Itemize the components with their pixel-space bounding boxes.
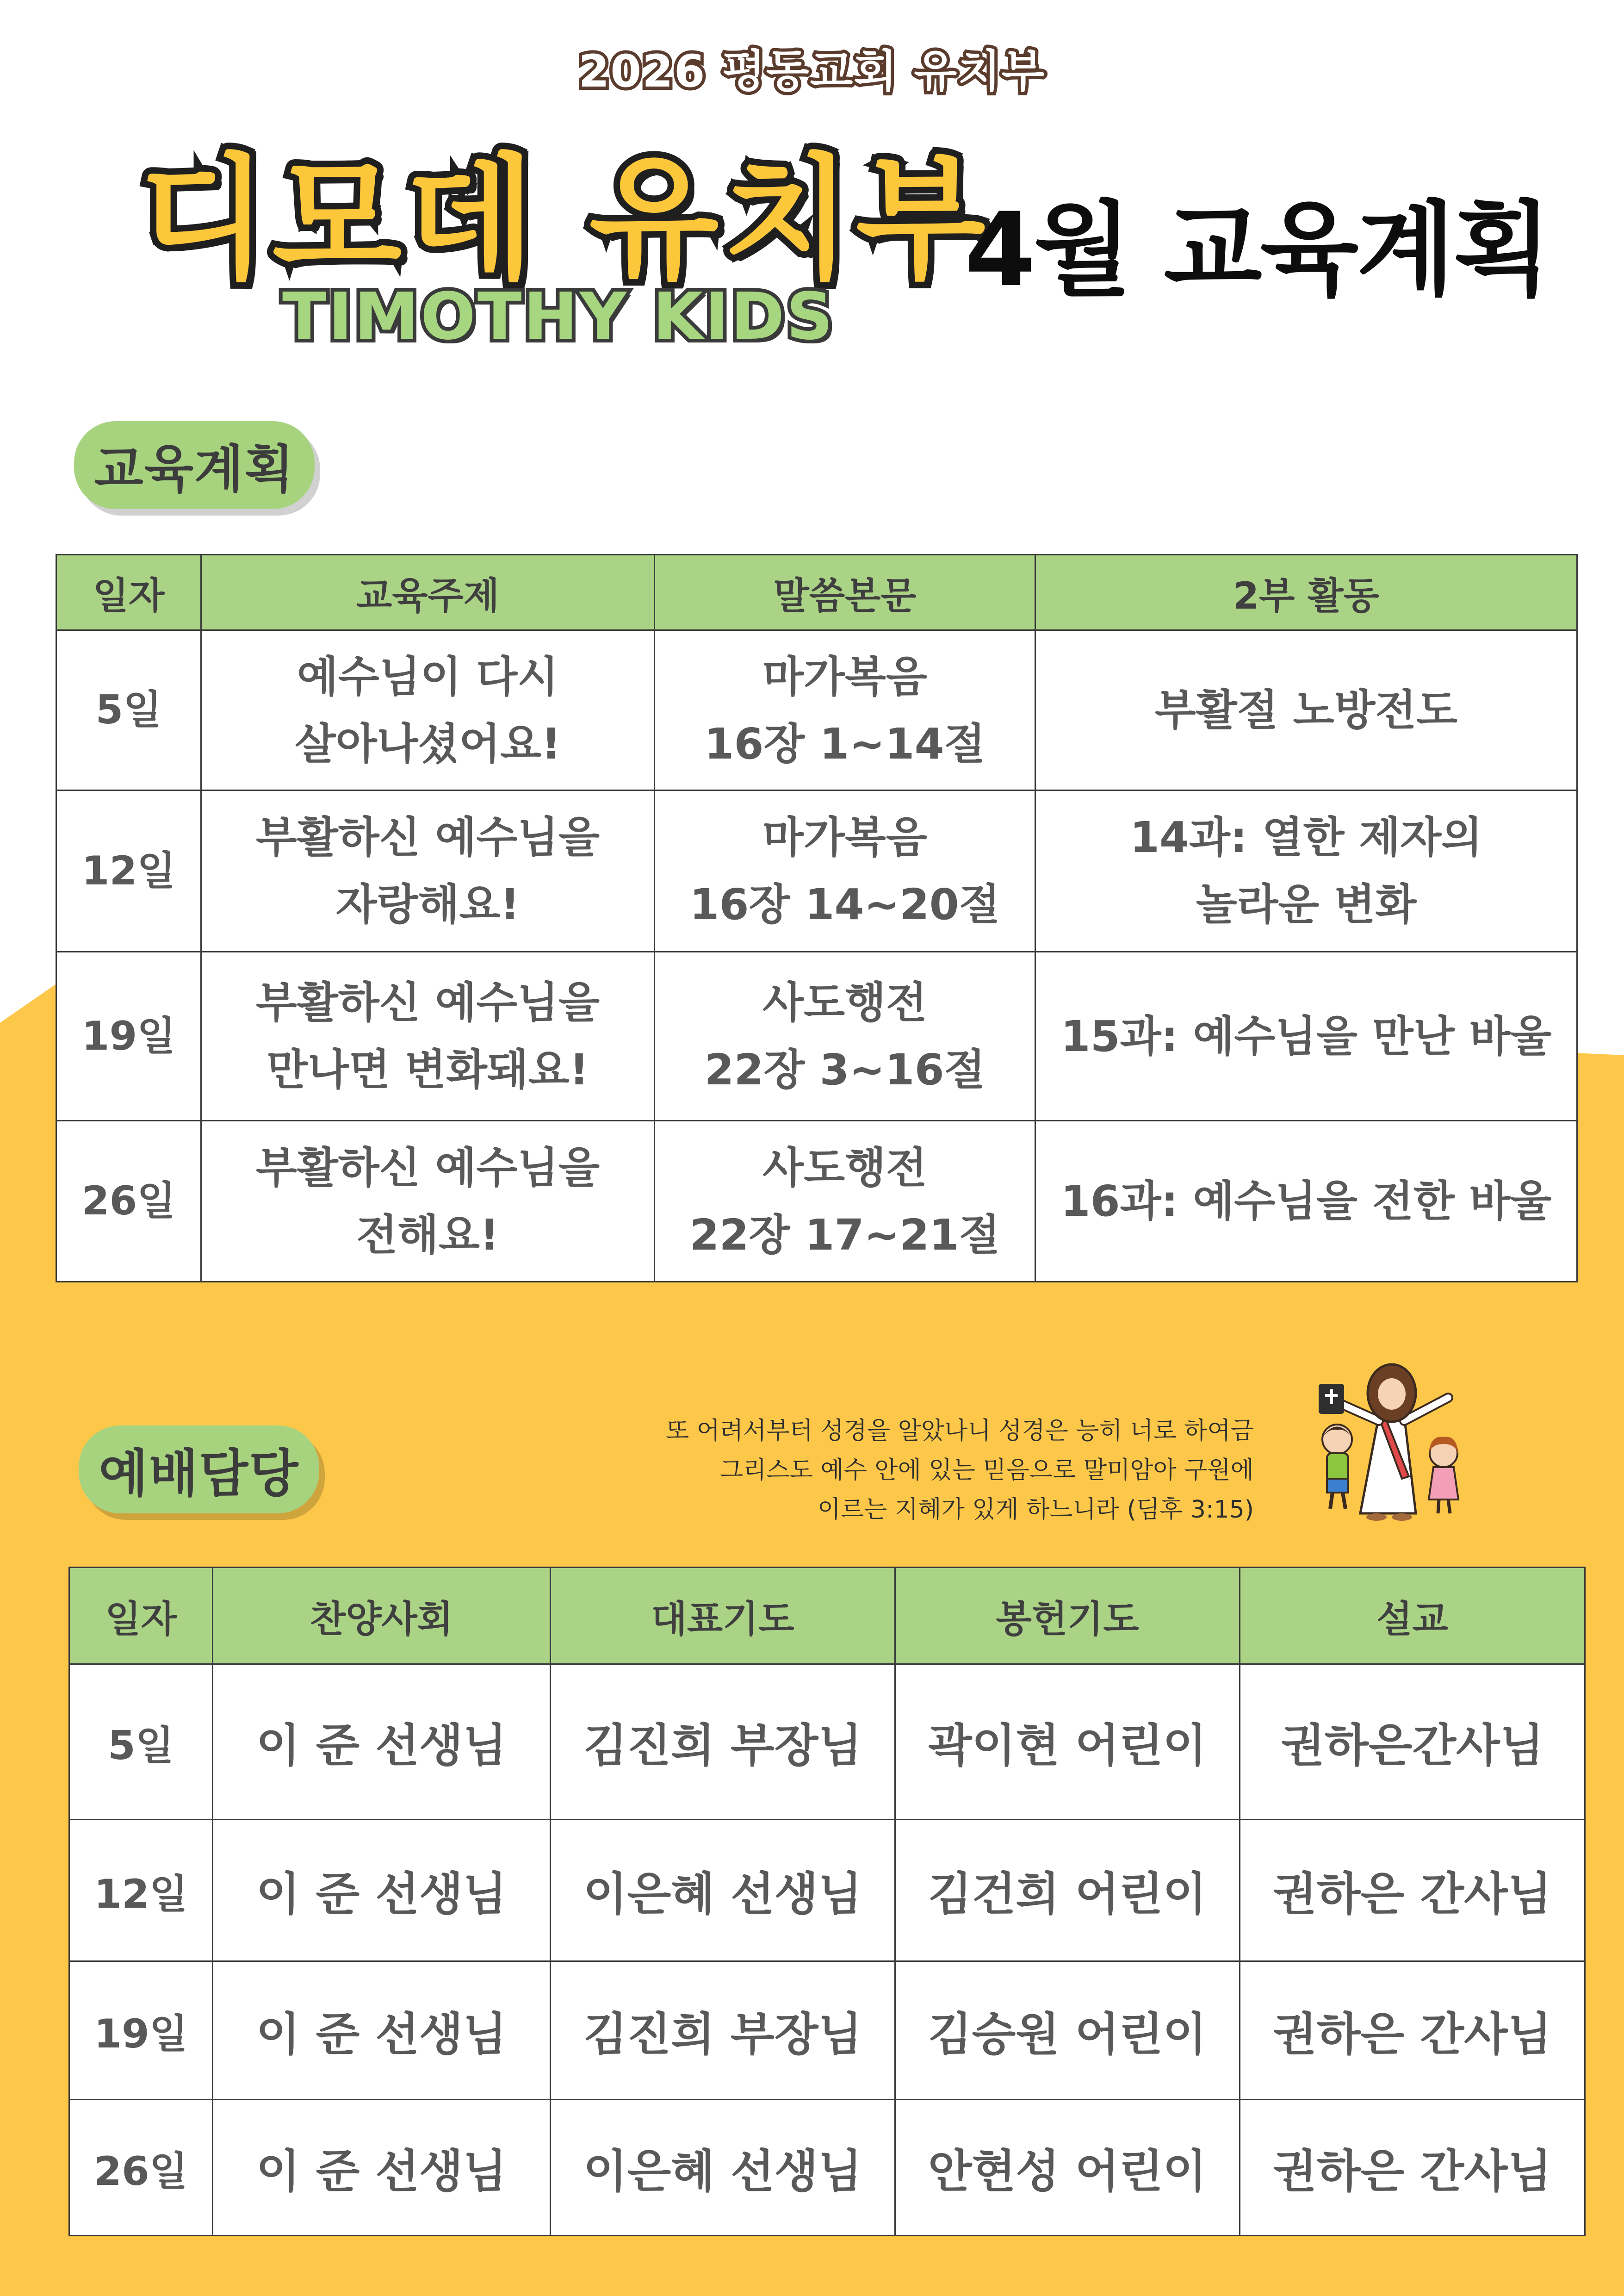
activity-cell	[1035, 790, 1577, 952]
theme-cell	[201, 1121, 655, 1282]
praise-leader-cell: 이 준 선생님	[213, 1961, 551, 2100]
scripture-verses: 16장 1~14절	[704, 719, 986, 769]
table-row	[69, 1961, 1585, 2100]
page-title: 4월 교육계획	[965, 191, 1550, 309]
theme-line: 자랑해요!	[335, 880, 520, 929]
activity-line: 놀라운 변화	[1196, 880, 1417, 929]
verse-line: 그리스도 예수 안에 있는 믿음으로 말미암아 구원에	[719, 1456, 1254, 1484]
theme-line: 만나면 변화돼요!	[267, 1045, 589, 1095]
theme-line: 부활하신 예수님을	[255, 813, 600, 862]
education-section-label: 교육계획	[74, 421, 315, 509]
table-header-row	[69, 1568, 1585, 1664]
column-header-offering-prayer: 봉헌기도	[895, 1568, 1240, 1664]
theme-cell	[201, 630, 655, 790]
column-header-date: 일자	[69, 1568, 213, 1664]
date-cell: 19일	[69, 1961, 213, 2100]
table-header-row	[56, 555, 1577, 630]
table-row	[69, 2100, 1585, 2236]
date-cell: 5일	[69, 1664, 213, 1820]
scripture-cell	[655, 630, 1035, 790]
sermon-cell: 권하은 간사님	[1240, 2100, 1585, 2236]
education-plan-table	[56, 554, 1578, 1282]
theme-line: 살아나셨어요!	[294, 719, 561, 769]
activity-line: 15과: 예수님을 만난 바울	[1060, 1011, 1552, 1061]
column-header-representative-prayer: 대표기도	[551, 1568, 895, 1664]
table-row	[56, 952, 1577, 1121]
scripture-verses: 16장 14~20절	[689, 880, 1000, 929]
offering-prayer-cell: 안현성 어린이	[895, 2100, 1240, 2236]
worship-section-label: 예배담당	[79, 1425, 319, 1513]
activity-line: 16과: 예수님을 전한 바울	[1060, 1176, 1552, 1226]
sermon-cell: 권하은 간사님	[1240, 1961, 1585, 2100]
worship-duty-table	[68, 1567, 1586, 2236]
date-cell: 26일	[69, 2100, 213, 2236]
offering-prayer-cell: 김건희 어린이	[895, 1820, 1240, 1961]
verse-line: 또 어려서부터 성경을 알았나니 성경은 능히 너로 하여금	[665, 1417, 1254, 1445]
praise-leader-cell: 이 준 선생님	[213, 1664, 551, 1820]
column-header-date: 일자	[56, 555, 201, 630]
jesus-with-children-illustration	[1309, 1361, 1485, 1527]
prayer-cell: 이은혜 선생님	[551, 1820, 895, 1961]
activity-line: 14과: 열한 제자의	[1129, 813, 1483, 862]
theme-cell	[201, 952, 655, 1121]
column-header-theme: 교육주제	[201, 555, 655, 630]
date-cell: 12일	[69, 1820, 213, 1961]
scripture-cell	[655, 790, 1035, 952]
table-row	[69, 1820, 1585, 1961]
bible-verse	[606, 1412, 1254, 1530]
activity-cell	[1035, 630, 1577, 790]
date-cell: 19일	[56, 952, 201, 1121]
table-row	[56, 630, 1577, 790]
date-cell: 5일	[56, 630, 201, 790]
logo-main-text: 디모데 유치부	[139, 142, 989, 298]
scripture-verses: 22장 17~21절	[689, 1210, 1000, 1260]
scripture-book: 마가복음	[762, 813, 927, 862]
offering-prayer-cell: 김승원 어린이	[895, 1961, 1240, 2100]
verse-line: 이르는 지혜가 있게 하느니라 (딤후 3:15)	[817, 1496, 1254, 1524]
prayer-cell: 이은혜 선생님	[551, 2100, 895, 2236]
prayer-cell: 김진희 부장님	[551, 1961, 895, 2100]
praise-leader-cell: 이 준 선생님	[213, 1820, 551, 1961]
sermon-cell: 권하은 간사님	[1240, 1820, 1585, 1961]
scripture-verses: 22장 3~16절	[704, 1045, 986, 1095]
theme-line: 전해요!	[356, 1210, 499, 1260]
date-cell: 12일	[56, 790, 201, 952]
theme-line: 부활하신 예수님을	[255, 978, 600, 1027]
scripture-book: 사도행전	[762, 1143, 927, 1193]
church-title: 2026 평동교회 유치부	[578, 45, 1046, 97]
column-header-sermon: 설교	[1240, 1568, 1585, 1664]
logo-sub-text: TIMOTHY KIDS	[282, 279, 835, 355]
theme-line: 예수님이 다시	[297, 652, 559, 702]
theme-cell	[201, 790, 655, 952]
scripture-cell	[655, 952, 1035, 1121]
date-cell: 26일	[56, 1121, 201, 1282]
activity-line: 부활절 노방전도	[1154, 685, 1458, 735]
praise-leader-cell: 이 준 선생님	[213, 2100, 551, 2236]
activity-cell	[1035, 952, 1577, 1121]
theme-line: 부활하신 예수님을	[255, 1143, 600, 1193]
offering-prayer-cell: 곽이현 어린이	[895, 1664, 1240, 1820]
table-row	[69, 1664, 1585, 1820]
column-header-activity: 2부 활동	[1035, 555, 1577, 630]
prayer-cell: 김진희 부장님	[551, 1664, 895, 1820]
table-row	[56, 790, 1577, 952]
activity-cell	[1035, 1121, 1577, 1282]
scripture-book: 사도행전	[762, 978, 927, 1027]
sermon-cell: 권하은간사님	[1240, 1664, 1585, 1820]
column-header-praise-leader: 찬양사회	[213, 1568, 551, 1664]
scripture-cell	[655, 1121, 1035, 1282]
scripture-book: 마가복음	[762, 652, 927, 702]
column-header-scripture: 말씀본문	[655, 555, 1035, 630]
table-row	[56, 1121, 1577, 1282]
